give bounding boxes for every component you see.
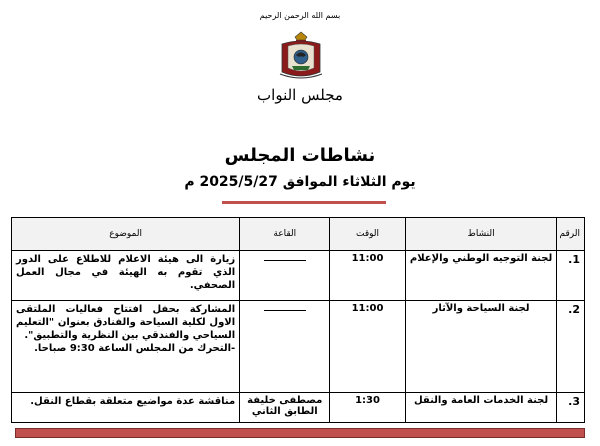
activities-table — [11, 217, 585, 423]
table-row — [12, 251, 585, 301]
row-activity: لجنة السياحة والآثار — [405, 301, 557, 393]
footer-bar — [15, 428, 585, 438]
row-time: 11:00 — [330, 301, 405, 393]
column-header-subject: الموضوع — [12, 218, 240, 251]
table-row — [12, 393, 585, 423]
parliament-name: مجلس النواب — [257, 86, 343, 104]
empty-hall-line — [264, 304, 306, 311]
row-subject: مناقشة عدة مواضيع متعلقة بقطاع النقل. — [12, 393, 240, 423]
row-activity: لجنة الخدمات العامة والنقل — [405, 393, 557, 423]
row-hall — [240, 251, 330, 301]
row-subject-line: المشاركة بحفل افتتاح فعاليات الملتقى الاول لكلية السياحة والفنادق بعنوان "التعليم السياحي والفندقي بين النظرية والتطبيق". — [16, 304, 236, 341]
jordan-coat-of-arms-icon — [276, 30, 326, 82]
column-header-activity: النشاط — [405, 218, 557, 251]
column-header-time: الوقت — [330, 218, 405, 251]
row-activity: لجنة التوجيه الوطني والإعلام — [405, 251, 557, 301]
row-hall: مصطفى خليفة الطابق الثاني — [240, 393, 330, 423]
column-header-number: الرقم — [557, 218, 585, 251]
row-subject — [12, 301, 240, 393]
page-title: نشاطات المجلس — [224, 145, 376, 166]
basmala-text: بسم الله الرحمن الرحيم — [259, 11, 341, 20]
row-subject: زيارة الى هيئة الاعلام للاطلاع على الدور الذي تقوم به الهيئة في مجال العمل الصحفي. — [12, 251, 240, 301]
date-line: يوم الثلاثاء الموافق 2025/5/27 م — [184, 174, 416, 190]
row-number: 3. — [557, 393, 585, 423]
row-number: 2. — [557, 301, 585, 393]
empty-hall-line — [264, 254, 306, 261]
row-number: 1. — [557, 251, 585, 301]
row-hall — [240, 301, 330, 393]
row-subject-line: -التحرك من المجلس الساعة 9:30 صباحا. — [34, 343, 236, 354]
table-header-row — [12, 218, 585, 251]
row-time: 1:30 — [330, 393, 405, 423]
date-underline — [222, 201, 386, 204]
row-time: 11:00 — [330, 251, 405, 301]
column-header-hall: القاعة — [240, 218, 330, 251]
table-row — [12, 301, 585, 393]
